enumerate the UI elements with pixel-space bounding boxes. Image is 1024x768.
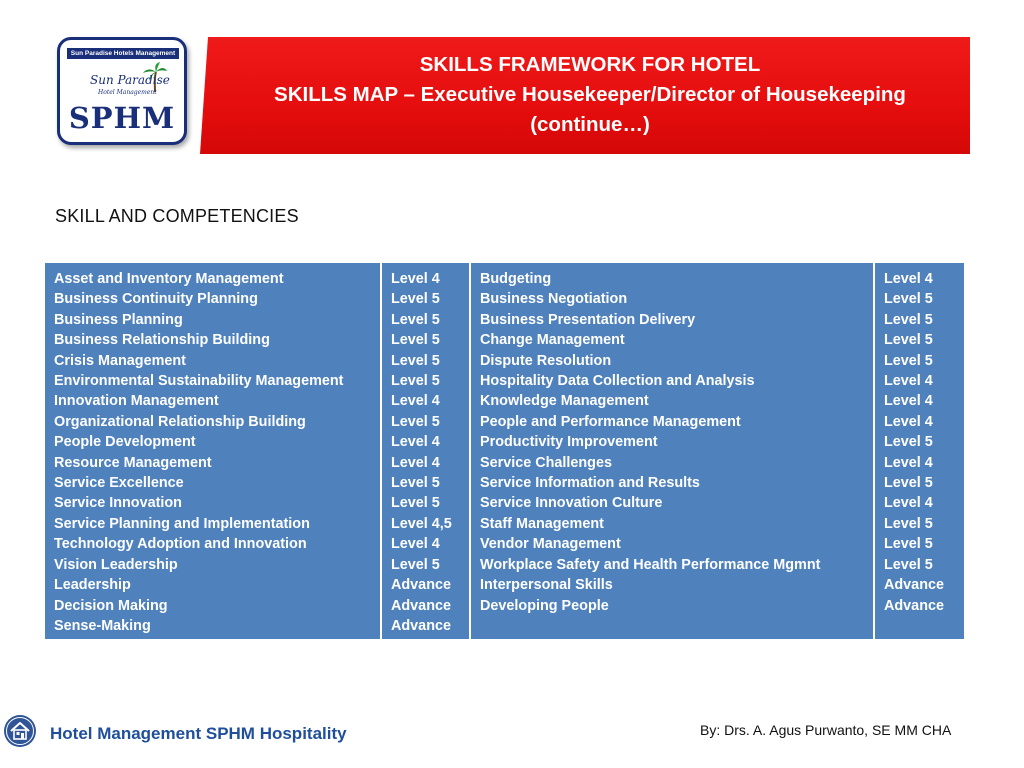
logo-sub-text: Hotel Management — [98, 89, 157, 96]
skill-level: Level 4 — [884, 393, 933, 410]
skill-level: Level 5 — [884, 311, 933, 328]
skill-name: Leadership — [54, 577, 131, 594]
skill-level: Level 5 — [391, 352, 440, 369]
title-line-1: SKILLS FRAMEWORK FOR HOTEL — [419, 53, 761, 76]
skill-name: Business Negotiation — [480, 291, 628, 308]
logo-banner: Sun Paradise Hotels Management — [67, 48, 179, 59]
skill-name: Service Information and Results — [480, 475, 700, 492]
skill-level: Level 5 — [391, 332, 440, 349]
skill-level: Level 5 — [391, 413, 440, 430]
skill-level: Level 4 — [391, 536, 440, 553]
skill-level: Level 5 — [391, 475, 440, 492]
skill-level: Level 4 — [391, 434, 440, 451]
skill-name: Business Planning — [54, 311, 183, 328]
skill-level: Level 5 — [884, 352, 933, 369]
skill-level: Advance — [884, 577, 944, 594]
skill-name: Environmental Sustainability Management — [54, 373, 344, 390]
skill-name: Budgeting — [480, 271, 552, 287]
skill-level: Level 4 — [391, 393, 440, 410]
skill-level: Level 5 — [884, 515, 933, 532]
skill-level: Level 4 — [391, 271, 440, 287]
skill-level: Level 5 — [884, 332, 933, 349]
skill-name: Vendor Management — [480, 536, 621, 553]
skill-name: Interpersonal Skills — [480, 577, 613, 594]
title-line-3: (continue…) — [530, 113, 650, 136]
skill-name: Business Continuity Planning — [54, 291, 258, 308]
skill-name: Decision Making — [54, 597, 168, 614]
right-skills-column — [471, 263, 875, 639]
skill-name: Asset and Inventory Management — [54, 271, 284, 287]
skill-level: Level 4 — [884, 454, 933, 471]
skill-name: Service Challenges — [480, 454, 612, 471]
skill-level: Level 5 — [884, 434, 933, 451]
skills-table — [45, 263, 964, 639]
skill-level: Advance — [391, 597, 451, 614]
skill-name: Knowledge Management — [480, 393, 649, 410]
skill-name: Workplace Safety and Health Performance Mgmnt — [480, 556, 821, 573]
skill-level: Advance — [391, 577, 451, 594]
skill-level: Advance — [884, 597, 944, 614]
skill-level: Level 5 — [884, 475, 933, 492]
skill-level: Level 4 — [884, 373, 933, 390]
logo-main-text: SPHM — [68, 101, 176, 135]
skill-name: Hospitality Data Collection and Analysis — [480, 373, 755, 390]
skill-name: Change Management — [480, 332, 625, 349]
home-icon[interactable] — [3, 714, 37, 748]
footer-author: By: Drs. A. Agus Purwanto, SE MM CHA — [700, 722, 952, 738]
skill-level: Level 4 — [884, 413, 933, 430]
page-title — [200, 50, 980, 140]
left-levels-column — [382, 263, 471, 639]
skill-level: Level 5 — [391, 556, 440, 573]
skill-name: Productivity Improvement — [480, 434, 658, 451]
footer-brand-link[interactable]: Hotel Management SPHM Hospitality — [50, 724, 347, 743]
skill-name: Business Presentation Delivery — [480, 311, 696, 328]
skill-name: Service Innovation Culture — [480, 495, 663, 512]
skill-level: Level 4,5 — [391, 515, 452, 532]
logo-script-text: Sun Paradise — [90, 73, 170, 87]
left-skills-column — [45, 263, 382, 639]
skill-name: Crisis Management — [54, 352, 186, 369]
skill-name: Service Excellence — [54, 475, 184, 492]
skill-name: Technology Adoption and Innovation — [54, 536, 307, 553]
skill-level: Level 5 — [884, 556, 933, 573]
sphm-logo — [57, 37, 187, 145]
skill-level: Level 4 — [391, 454, 440, 471]
skill-level: Level 4 — [884, 495, 933, 512]
skill-name: Staff Management — [480, 515, 604, 532]
skill-level: Level 5 — [391, 495, 440, 512]
section-heading: SKILL AND COMPETENCIES — [55, 206, 299, 226]
skill-name: Service Innovation — [54, 495, 182, 512]
skill-level: Level 5 — [391, 311, 440, 328]
skill-level: Level 5 — [884, 536, 933, 553]
right-levels-column — [875, 263, 964, 639]
skill-name: Developing People — [480, 597, 609, 614]
skill-level: Level 4 — [884, 271, 933, 287]
skill-level: Advance — [391, 617, 451, 634]
skill-name: Dispute Resolution — [480, 352, 612, 369]
skill-name: Innovation Management — [54, 393, 219, 410]
skill-name: Resource Management — [54, 454, 212, 471]
title-line-2: SKILLS MAP – Executive Housekeeper/Director of Housekeeping — [274, 83, 906, 106]
skill-level: Level 5 — [884, 291, 933, 308]
skill-level: Level 5 — [391, 291, 440, 308]
skill-name: Service Planning and Implementation — [54, 515, 310, 532]
skill-name: People Development — [54, 434, 196, 451]
skill-level: Level 5 — [391, 373, 440, 390]
skill-name: Sense-Making — [54, 617, 151, 634]
skill-name: Organizational Relationship Building — [54, 413, 306, 430]
skill-name: Business Relationship Building — [54, 332, 270, 349]
skill-name: Vision Leadership — [54, 556, 178, 573]
skill-name: People and Performance Management — [480, 413, 741, 430]
